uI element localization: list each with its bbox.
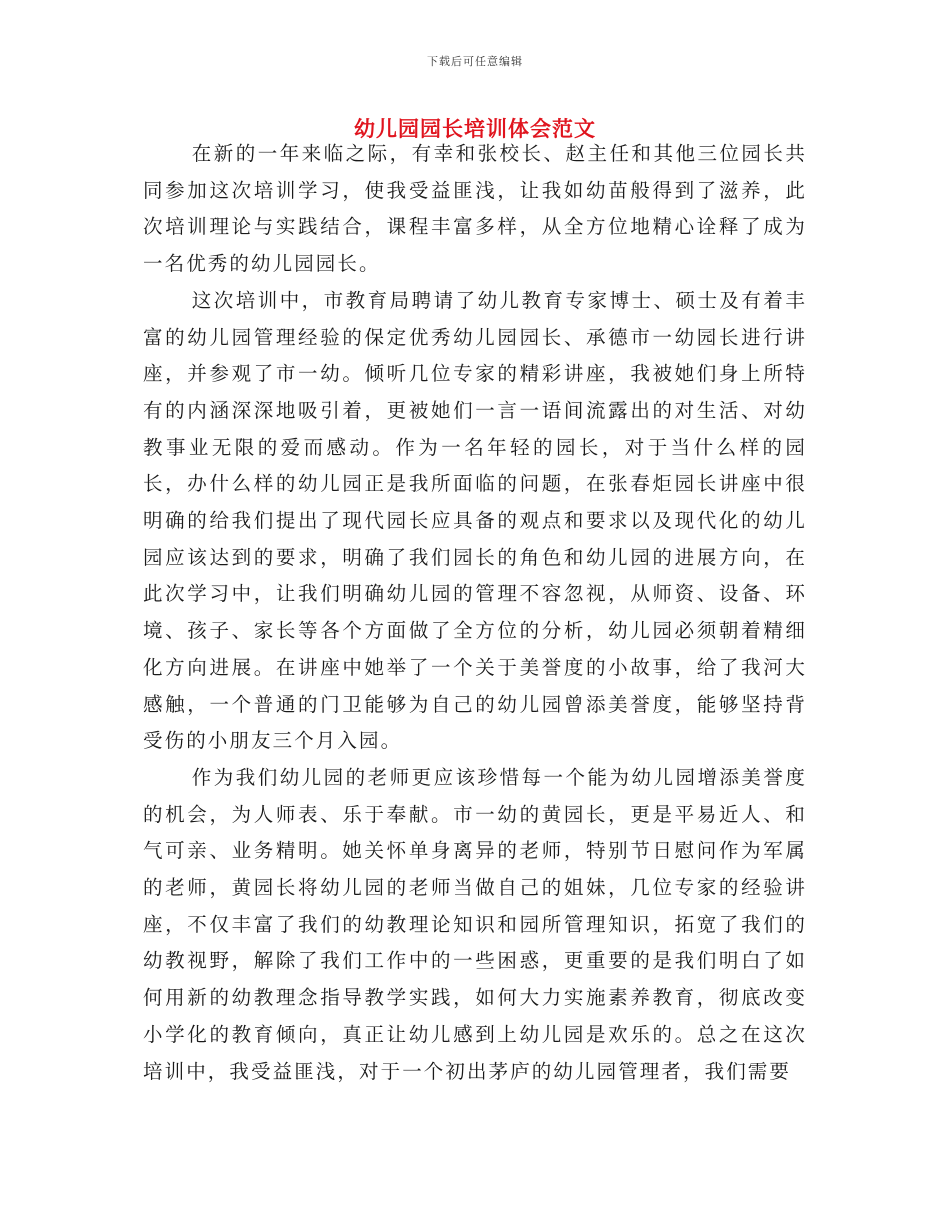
paragraph: 这次培训中，市教育局聘请了幼儿教育专家博士、硕士及有着丰富的幼儿园管理经验的保定优秀幼儿园园长、承德市一幼园长进行讲座，并参观了市一幼。倾听几位专家的精彩讲座，我被她们身上所特有的内涵深深地吸引着，更被她们一言一语间流露出的对生活、对幼教事业无限的爱而感动。作为一名年轻的园长，对于当什么样的园长，办什么样的幼儿园正是我所面临的问题，在张春炬园长讲座中很明确的给我们提出了现代园长应具备的观点和要求以及现代化的幼儿园应该达到的要求，明确了我们园长的角色和幼儿园的进展方向，在此次学习中，让我们明确幼儿园的管理不容忽视，从师资、设备、环境、孩子、家长等各个方面做了全方位的分析，幼儿园必须朝着精细化方向进展。在讲座中她举了一个关于美誉度的小故事，给了我河大感触，一个普通的门卫能够为自己的幼儿园曾添美誉度，能够坚持背受伤的小朋友三个月入园。: [143, 288, 807, 753]
document-body: [143, 136, 807, 1090]
paragraph: 作为我们幼儿园的老师更应该珍惜每一个能为幼儿园增添美誉度的机会，为人师表、乐于奉献。市一幼的黄园长，更是平易近人、和气可亲、业务精明。她关怀单身离异的老师，特别节日慰问作为军属的老师，黄园长将幼儿园的老师当做自己的姐妹，几位专家的经验讲座，不仅丰富了我们的幼教理论知识和园所管理知识，拓宽了我们的幼教视野，解除了我们工作中的一些困惑，更重要的是我们明白了如何用新的幼教理念指导教学实践，如何大力实施素养教育，彻底改变小学化的教育倾向，真正让幼儿感到上幼儿园是欢乐的。总之在这次培训中，我受益匪浅，对于一个初出茅庐的幼儿园管理者，我们需要: [143, 765, 807, 1083]
paragraph: 在新的一年来临之际，有幸和张校长、赵主任和其他三位园长共同参加这次培训学习，使我受益匪浅，让我如幼苗般得到了滋养，此次培训理论与实践结合，课程丰富多样，从全方位地精心诠释了成为一名优秀的幼儿园园长。: [143, 142, 807, 276]
document-title: 幼儿园园长培训体会范文: [354, 116, 596, 141]
header-note: 下载后可任意编辑: [427, 55, 523, 68]
